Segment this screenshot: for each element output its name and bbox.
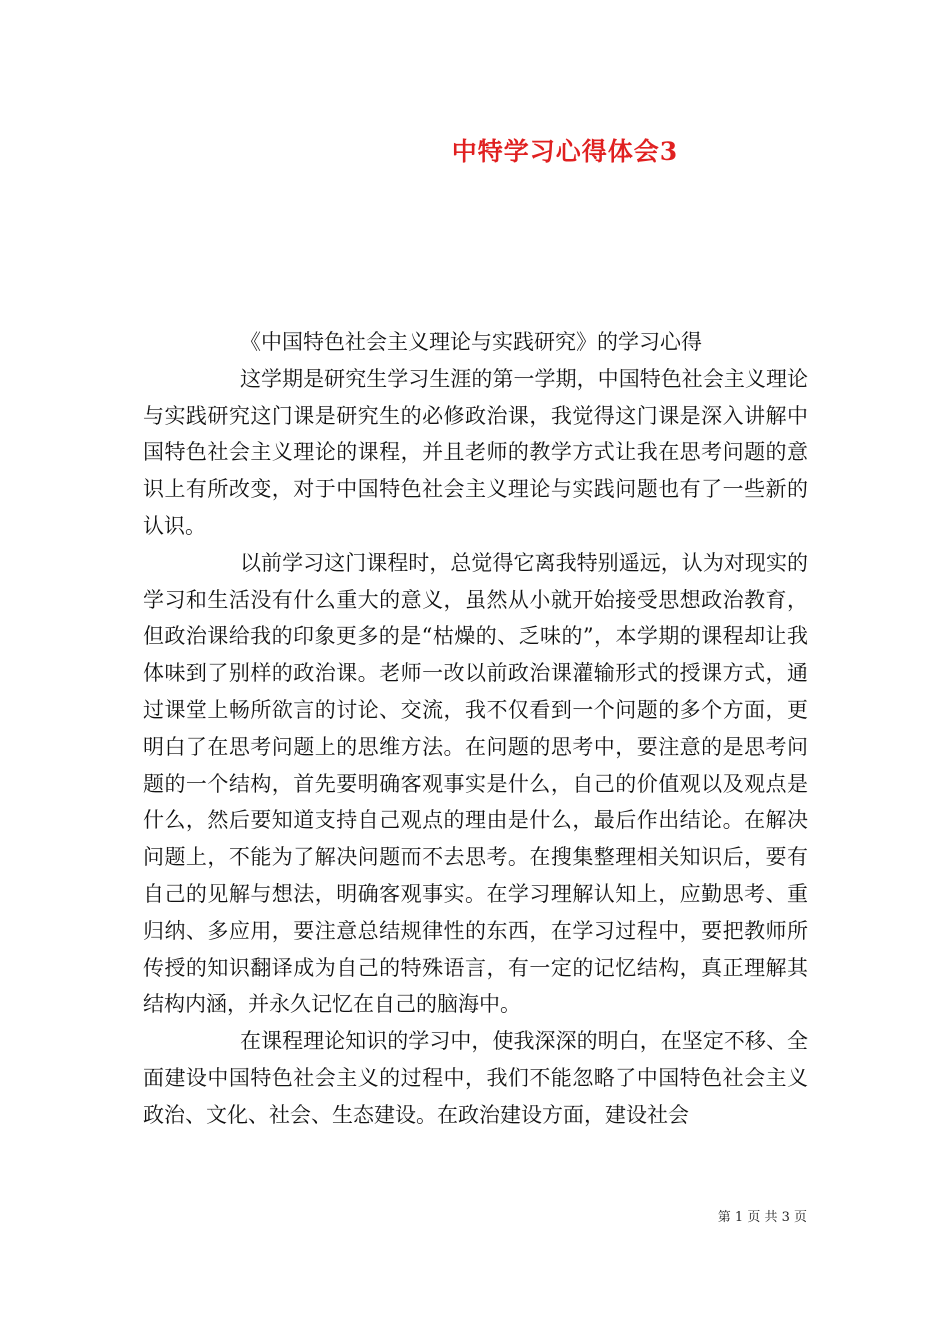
document-subtitle: 《中国特色社会主义理论与实践研究》的学习心得 (240, 330, 702, 354)
paragraph: 这学期是研究生学习生涯的第一学期，中国特色社会主义理论与实践研究这门课是研究生的必修政治课，我觉得这门课是深入讲解中国特色社会主义理论的课程，并且老师的教学方式让我在思考问题的意识上有所改变，对于中国特色社会主义理论与实践问题也有了一些新的认识。 (143, 366, 808, 538)
document-title: 中特学习心得体会3 (451, 137, 679, 166)
paragraph: 在课程理论知识的学习中，使我深深的明白，在坚定不移、全面建设中国特色社会主义的过程中，我们不能忽略了中国特色社会主义政治、文化、社会、生态建设。在政治建设方面，建设社会 (143, 1029, 808, 1127)
paragraph: 以前学习这门课程时，总觉得它离我特别遥远，认为对现实的学习和生活没有什么重大的意义，虽然从小就开始接受思想政治教育，但政治课给我的印象更多的是“枯燥的、乏味的”，本学期的课程却让我体味到了别样的政治课。老师一改以前政治课灌输形式的授课方式，通过课堂上畅所欲言的讨论、交流，我不仅看到一个问题的多个方面，更明白了在思考问题上的思维方法。在问题的思考中，要注意的是思考问题的一个结构，首先要明确客观事实是什么，自己的价值观以及观点是什么，然后要知道支持自己观点的理由是什么，最后作出结论。在解决问题上，不能为了解决问题而不去思考。在搜集整理相关知识后，要有自己的见解与想法，明确客观事实。在学习理解认知上，应勤思考、重归纳、多应用，要注意总结规律性的东西，在学习过程中，要把教师所传授的知识翻译成为自己的特殊语言，有一定的记忆结构，真正理解其结构内涵，并永久记忆在自己的脑海中。 (143, 550, 808, 1017)
page-number-footer: 第 1 页 共 3 页 (717, 1210, 807, 1225)
document-body (143, 324, 808, 1134)
